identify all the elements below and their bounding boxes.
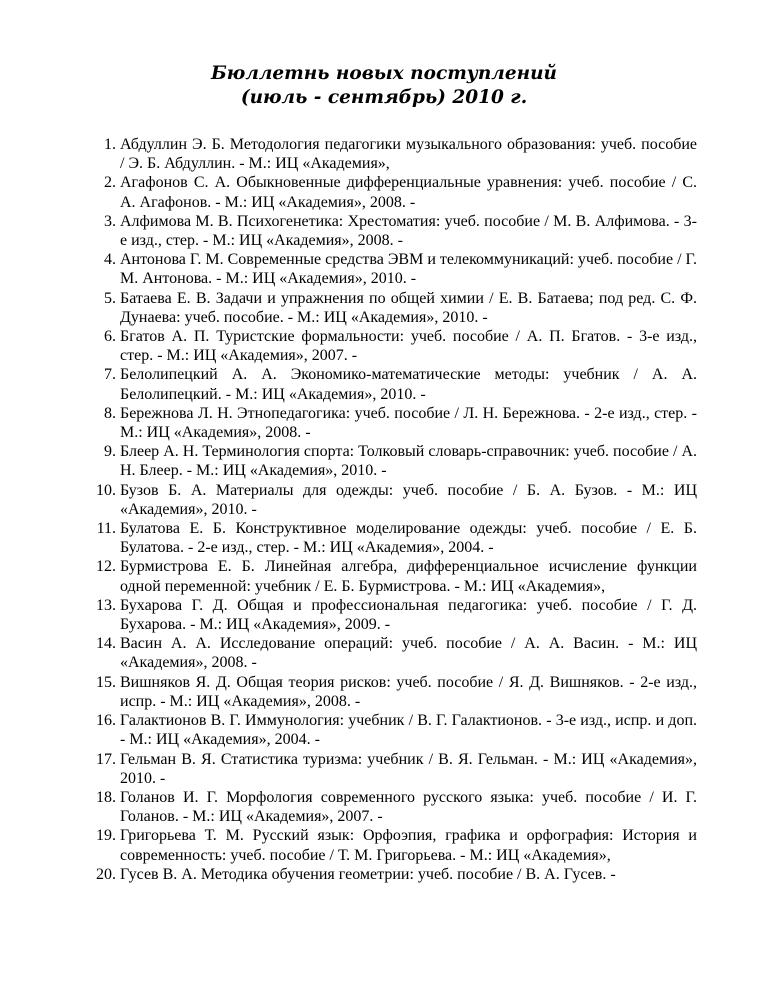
list-item [104, 173, 697, 211]
list-item-text: Абдуллин Э. Б. Методология педагогики музыкального образования: учеб. пособие / Э. Б. Абдуллин. - М.: ИЦ «Академия», [120, 136, 697, 173]
list-item [96, 750, 697, 788]
list-item [104, 250, 697, 288]
list-item-text: Бережнова Л. Н. Этнопедагогика: учеб. пособие / Л. Н. Бережнова. - 2-е изд., стер. - М.: ИЦ «Академия», 2008. - [120, 404, 697, 442]
list-item-text: Голанов И. Г. Морфология современного русского языка: учеб. пособие / И. Г. Голанов. - М.: ИЦ «Академия», 2007. - [120, 788, 697, 826]
list-item-text: Агафонов С. А. Обыкновенные дифференциальные уравнения: учеб. пособие / С. А. Агафонов. - М.: ИЦ «Академия», 2008. - [120, 174, 697, 211]
list-item-number: 8. [104, 404, 116, 422]
list-item [96, 711, 697, 749]
list-item-text: Белолипецкий А. А. Экономико-математические методы: учебник / А. А. Белолипецкий. - М.: ИЦ «Академия», 2010. - [120, 366, 697, 403]
list-item-text: Галактионов В. Г. Иммунология: учебник / В. Г. Галактионов. - 3-е изд., испр. и доп. - М.: ИЦ «Академия», 2004. - [120, 712, 697, 749]
list-item-text: Бгатов А. П. Туристские формальности: учеб. пособие / А. П. Бгатов. - 3-е изд., стер. - М.: ИЦ «Академия», 2007. - [120, 328, 697, 365]
list-item-number: 13. [96, 596, 116, 614]
list-item [96, 519, 697, 557]
list-item-number: 6. [104, 328, 116, 346]
list-item [104, 365, 697, 403]
list-item-number: 12. [96, 558, 116, 576]
list-item [96, 557, 697, 595]
list-item-text: Гельман В. Я. Статистика туризма: учебник / В. Я. Гельман. - М.: ИЦ «Академия», 2010. - [120, 750, 697, 787]
list-item-number: 3. [104, 212, 116, 230]
list-item [104, 404, 697, 442]
list-item-number: 14. [96, 635, 116, 653]
list-item-number: 1. [104, 136, 116, 153]
list-item [104, 289, 697, 327]
list-item-text: Григорьева Т. М. Русский язык: Орфоэпия, графика и орфография: История и современность: учеб. пособие / Т. М. Григорьева. - М.: ИЦ «Академия», [120, 827, 697, 864]
list-item-text: Васин А. А. Исследование операций: учеб. пособие / А. А. Васин. - М.: ИЦ «Академия», 2008. - [120, 635, 697, 672]
list-item-text: Булатова Е. Б. Конструктивное моделирование одежды: учеб. пособие / Е. Б. Булатова. - 2-е изд., стер. - М.: ИЦ «Академия», 2004. - [120, 520, 697, 557]
list-item [96, 596, 697, 634]
list-item [104, 442, 697, 480]
list-item-number: 11. [96, 520, 116, 538]
list-item-number: 9. [104, 443, 116, 461]
list-item-text: Гусев В. А. Методика обучения геометрии: учеб. пособие / В. А. Гусев. - [120, 865, 616, 883]
list-item [104, 212, 697, 250]
list-item-number: 10. [96, 481, 116, 499]
list-item [96, 634, 697, 672]
title-block [0, 62, 768, 110]
list-item-text: Бурмистрова Е. Б. Линейная алгебра, дифференциальное исчисление функции одной переменной: учебник / Е. Б. Бурмистрова. - М.: ИЦ «Академия», [120, 558, 697, 595]
list-item [96, 826, 697, 864]
list-item-number: 16. [96, 712, 116, 730]
list-item-number: 15. [96, 673, 116, 691]
list-item [96, 788, 697, 826]
list-item-number: 18. [96, 788, 116, 806]
list-item-text: Бухарова Г. Д. Общая и профессиональная педагогика: учеб. пособие / Г. Д. Бухарова. - М.: ИЦ «Академия», 2009. - [120, 596, 697, 634]
list-item-text: Батаева Е. В. Задачи и упражнения по общей химии / Е. В. Батаева; под ред. С. Ф. Дунаева: учеб. пособие. - М.: ИЦ «Академия», 2010. - [120, 289, 697, 326]
list-item [104, 327, 697, 365]
bibliography-list [96, 135, 697, 884]
list-item [96, 673, 697, 711]
list-item-number: 17. [96, 750, 116, 768]
list-item-number: 20. [96, 865, 116, 883]
document-subtitle: (июль - сентябрь) 2010 г. [240, 87, 528, 108]
list-item-text: Антонова Г. М. Современные средства ЭВМ и телекоммуникаций: учеб. пособие / Г. М. Антонова. - М.: ИЦ «Академия», 2010. - [120, 251, 697, 288]
list-item-number: 19. [96, 827, 116, 845]
list-item-number: 2. [104, 174, 116, 192]
list-item [104, 135, 697, 173]
list-item-text: Алфимова М. В. Психогенетика: Хрестоматия: учеб. пособие / М. В. Алфимова. - 3-е изд., стер. - М.: ИЦ «Академия», 2008. - [120, 212, 697, 250]
list-item-number: 5. [104, 289, 116, 307]
document-title: Бюллетнь новых поступлений [210, 63, 557, 84]
list-item [96, 481, 697, 519]
list-item-text: Блеер А. Н. Терминология спорта: Толковый словарь-справочник: учеб. пособие / А. Н. Блеер. - М.: ИЦ «Академия», 2010. - [120, 443, 697, 480]
list-item-text: Вишняков Я. Д. Общая теория рисков: учеб. пособие / Я. Д. Вишняков. - 2-е изд., испр. - М.: ИЦ «Академия», 2008. - [120, 673, 697, 710]
list-item-number: 7. [104, 366, 116, 384]
list-item-number: 4. [104, 251, 116, 269]
list-item [96, 865, 697, 884]
list-item-text: Бузов Б. А. Материалы для одежды: учеб. пособие / Б. А. Бузов. - М.: ИЦ «Академия», 2010. - [120, 481, 697, 518]
